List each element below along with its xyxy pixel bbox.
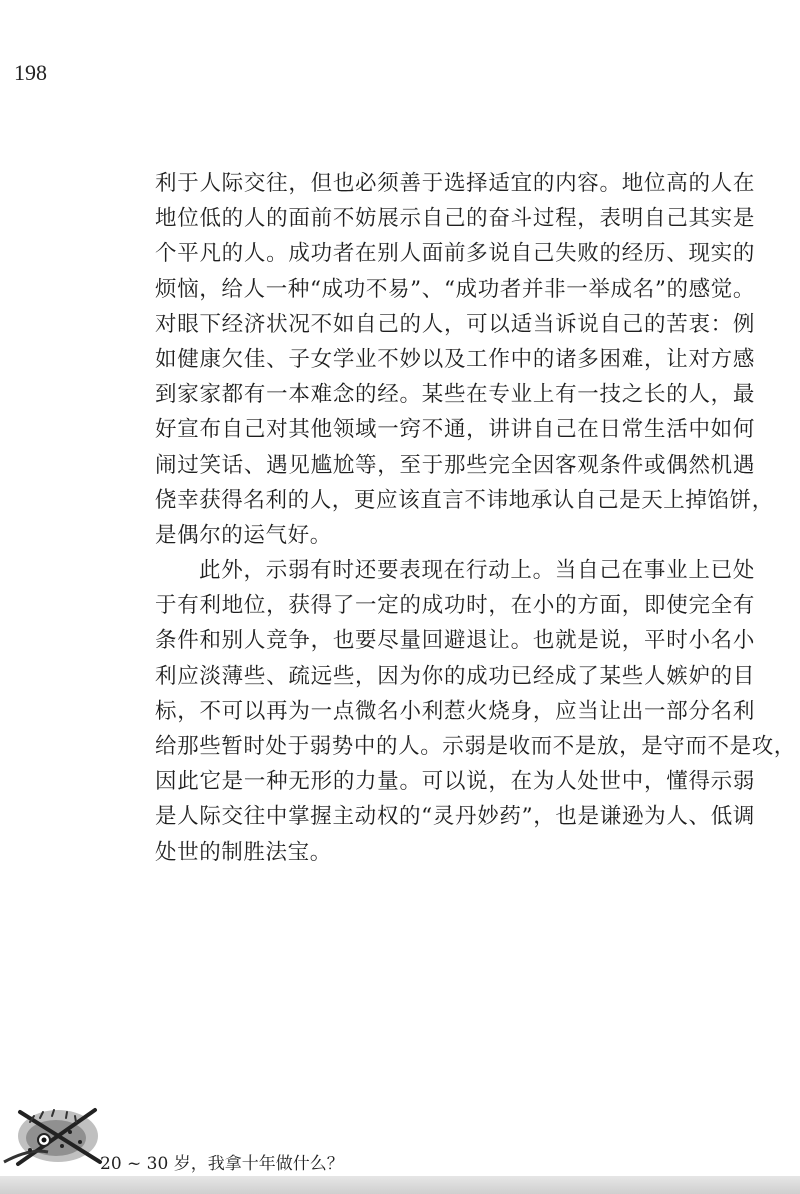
- paragraph-line: 利应淡薄些、疏远些，因为你的成功已经成了某些人嫉妒的目: [155, 663, 755, 689]
- paragraph-line: 于有利地位，获得了一定的成功时，在小的方面，即使完全有: [155, 593, 755, 619]
- paragraph-line: 到家家都有一本难念的经。某些在专业上有一技之长的人，最: [155, 382, 755, 408]
- paragraph-line: 如健康欠佳、子女学业不妙以及工作中的诸多困难，让对方感: [155, 346, 755, 372]
- paragraph-line: 给那些暂时处于弱势中的人。示弱是收而不是放，是守而不是攻，: [155, 734, 796, 759]
- paragraph-line: 是偶尔的运气好。: [155, 522, 332, 548]
- paragraph-line: 地位低的人的面前不妨展示自己的奋斗过程，表明自己其实是: [155, 206, 755, 232]
- paragraph-line: 对眼下经济状况不如自己的人，可以适当诉说自己的苦衷：例: [155, 311, 755, 337]
- footer-band: [0, 1176, 800, 1194]
- page-number: 198: [14, 60, 47, 85]
- paragraph-line: 个平凡的人。成功者在别人面前多说自己失败的经历、现实的: [155, 241, 755, 267]
- paragraph-line: 闹过笑话、遇见尴尬等，至于那些完全因客观条件或偶然机遇: [155, 452, 755, 478]
- body-text: [155, 166, 796, 870]
- paragraph-line: 侥幸获得名利的人，更应该直言不讳地承认自己是天上掉馅饼，: [155, 487, 774, 513]
- paragraph-line: 利于人际交往，但也必须善于选择适宜的内容。地位高的人在: [155, 171, 755, 196]
- footer-illustration-icon: [0, 1092, 110, 1172]
- paragraph-line: 是人际交往中掌握主动权的“灵丹妙药”，也是谦逊为人、低调: [155, 804, 755, 830]
- paragraph-line: 处世的制胜法宝。: [155, 839, 332, 865]
- paragraph-line: 烦恼，给人一种“成功不易”、“成功者并非一举成名”的感觉。: [155, 276, 755, 302]
- paragraph-line: 标，不可以再为一点微名小利惹火烧身，应当让出一部分名利: [155, 698, 755, 724]
- paragraph-line: 此外，示弱有时还要表现在行动上。当自己在事业上已处: [199, 558, 755, 584]
- paragraph-line: 好宣布自己对其他领域一窍不通，讲讲自己在日常生活中如何: [155, 417, 755, 443]
- paragraph-line: 因此它是一种无形的力量。可以说，在为人处世中，懂得示弱: [155, 769, 755, 795]
- paragraph-line: 条件和别人竞争，也要尽量回避退让。也就是说，平时小名小: [155, 628, 755, 654]
- running-footer-title: 20 ~ 30 岁，我拿十年做什么？: [100, 1154, 344, 1174]
